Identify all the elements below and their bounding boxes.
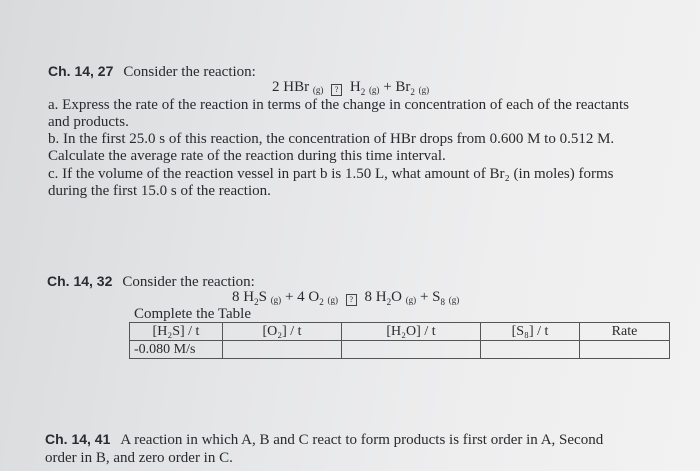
- table-cell-h2o[interactable]: [342, 341, 481, 359]
- question-41: [45, 431, 603, 449]
- question-27-part-a: a. Express the rate of the reaction in terms of the change in concentration of each of the reactants: [48, 97, 629, 113]
- question-32-header: Ch. 14, 32: [47, 273, 113, 289]
- table-header-h2o: [H₂O] / t: [342, 323, 481, 341]
- equation-27: 2 HBr (g) ? $H_2$ $(g) + Br_2$ (g): [272, 79, 430, 97]
- question-27-header: Ch. 14, 27: [48, 63, 114, 79]
- table-cell-o2[interactable]: [223, 341, 342, 359]
- question-32-intro: Consider the reaction:: [122, 274, 255, 290]
- reactant-hbr: 2 HBr: [272, 79, 310, 95]
- question-27: [48, 63, 256, 81]
- table-cell-rate[interactable]: [580, 341, 670, 359]
- question-27-part-c-cont: during the first 15.0 s of the reaction.: [48, 183, 271, 199]
- question-41-line-2: order in B, and zero order in C.: [45, 450, 233, 466]
- table-header-rate: Rate: [580, 323, 670, 341]
- question-27-intro: Consider the reaction:: [123, 64, 256, 80]
- table-cell-h2s[interactable]: -0.080 M/s: [130, 341, 223, 359]
- reaction-arrow-icon: ?: [346, 294, 357, 306]
- question-41-header: Ch. 14, 41: [45, 431, 111, 447]
- reaction-arrow-icon: ?: [331, 84, 342, 96]
- question-27-part-c: c. If the volume of the reaction vessel in part b is 1.50 L, what amount of Br₂ (in moles) forms: [48, 166, 614, 182]
- question-27-part-a-cont: and products.: [48, 114, 129, 130]
- equation-32: 8 $H_2S$ (g) + 4 $O_2$ (g) ? 8 $H_2O$ $(g) + S_8$ (g): [232, 289, 460, 307]
- rate-table: [129, 322, 670, 359]
- table-header-o2: [O₂] / t: [223, 323, 342, 341]
- table-header-s8: [S₈] / t: [481, 323, 580, 341]
- table-header-row: [130, 323, 670, 341]
- table-cell-s8[interactable]: [481, 341, 580, 359]
- table-header-h2s: [H₂S] / t: [130, 323, 223, 341]
- question-27-part-b: b. In the first 25.0 s of this reaction, the concentration of HBr drops from 0.600 M to 0.512 M.: [48, 131, 615, 147]
- complete-table-label: Complete the Table: [134, 306, 251, 322]
- question-41-line-1: A reaction in which A, B and C react to form products is first order in A, Second: [120, 432, 604, 448]
- question-32: [47, 273, 255, 291]
- table-row: [130, 341, 670, 359]
- question-27-part-b-cont: Calculate the average rate of the reaction during this time interval.: [48, 148, 446, 164]
